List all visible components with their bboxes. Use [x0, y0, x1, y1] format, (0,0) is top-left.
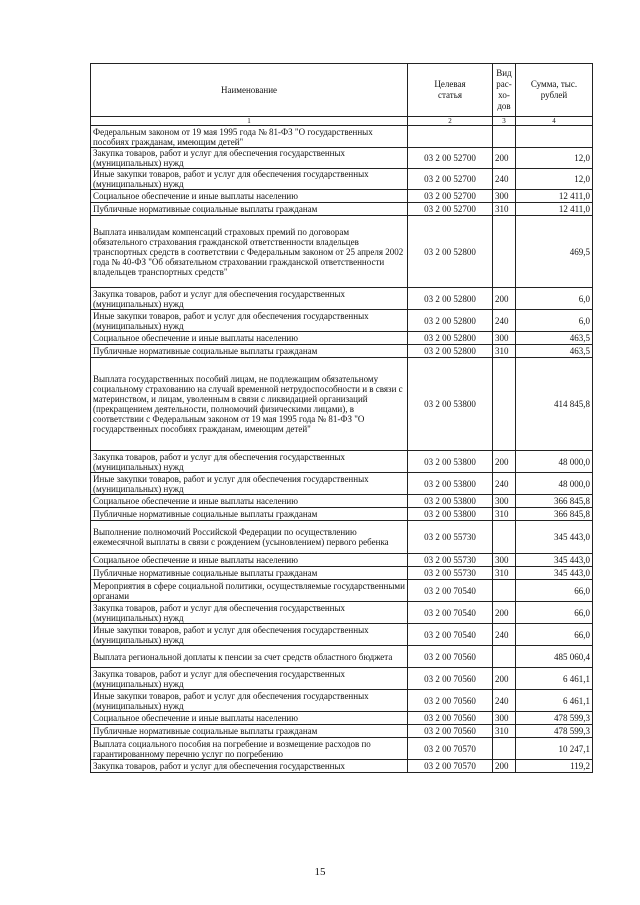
- table-row: [91, 148, 593, 169]
- row-type-cell: 300: [493, 190, 516, 203]
- row-sum-cell: 48 000,0: [516, 473, 593, 495]
- row-code-cell: 03 2 00 70560: [408, 646, 493, 668]
- row-name-cell: Иные закупки товаров, работ и услуг для обеспечения государственных (муниципальных) нужд: [91, 169, 408, 190]
- row-type-cell: [493, 738, 516, 760]
- row-code-cell: 03 2 00 55730: [408, 554, 493, 567]
- row-code-cell: 03 2 00 53800: [408, 358, 493, 451]
- row-code-cell: 03 2 00 53800: [408, 451, 493, 473]
- row-name-cell: Федеральным законом от 19 мая 1995 года № 81-ФЗ "О государственных пособиях гражданам, имеющим детей": [91, 126, 408, 148]
- row-code-cell: 03 2 00 52700: [408, 169, 493, 190]
- row-type-cell: 240: [493, 473, 516, 495]
- row-type-cell: 200: [493, 760, 516, 773]
- row-type-cell: 200: [493, 602, 516, 624]
- row-name-cell: Закупка товаров, работ и услуг для обеспечения государственных (муниципальных) нужд: [91, 288, 408, 310]
- row-name-cell: Социальное обеспечение и иные выплаты населению: [91, 190, 408, 203]
- row-sum-cell: 12 411,0: [516, 203, 593, 216]
- row-sum-cell: 12,0: [516, 169, 593, 190]
- row-name-cell: Публичные нормативные социальные выплаты гражданам: [91, 725, 408, 738]
- row-sum-cell: 366 845,8: [516, 508, 593, 521]
- row-sum-cell: 48 000,0: [516, 451, 593, 473]
- row-sum-cell: 366 845,8: [516, 495, 593, 508]
- row-code-cell: 03 2 00 70560: [408, 690, 493, 712]
- row-sum-cell: 12,0: [516, 148, 593, 169]
- row-type-cell: 240: [493, 169, 516, 190]
- column-number-row: [91, 117, 593, 126]
- row-name-cell: Закупка товаров, работ и услуг для обеспечения государственных: [91, 760, 408, 773]
- table-row: [91, 508, 593, 521]
- row-name-cell: Выполнение полномочий Российской Федерации по осуществлению ежемесячной выплаты в связи с рождением (усыновлением) первого ребенка: [91, 521, 408, 554]
- table-row: [91, 451, 593, 473]
- row-name-cell: Публичные нормативные социальные выплаты гражданам: [91, 345, 408, 358]
- column-number: 2: [408, 117, 493, 126]
- table-row: [91, 646, 593, 668]
- row-type-cell: 240: [493, 690, 516, 712]
- row-type-cell: 300: [493, 712, 516, 725]
- row-sum-cell: 469,5: [516, 216, 593, 288]
- budget-table: [90, 63, 593, 773]
- row-code-cell: 03 2 00 52800: [408, 288, 493, 310]
- table-row: [91, 567, 593, 580]
- table-row: [91, 358, 593, 451]
- row-name-cell: Закупка товаров, работ и услуг для обеспечения государственных (муниципальных) нужд: [91, 602, 408, 624]
- row-type-cell: 300: [493, 332, 516, 345]
- row-code-cell: 03 2 00 70540: [408, 602, 493, 624]
- row-name-cell: Публичные нормативные социальные выплаты гражданам: [91, 567, 408, 580]
- table-row: [91, 126, 593, 148]
- row-code-cell: 03 2 00 53800: [408, 495, 493, 508]
- row-sum-cell: 12 411,0: [516, 190, 593, 203]
- row-sum-cell: 478 599,3: [516, 725, 593, 738]
- row-name-cell: Выплата государственных пособий лицам, не подлежащим обязательному социальному страхованию на случай временной нетрудоспособности и в связи с материнством, и лицам, уволенным в связи с ликвидацией организаций (прекращением деятельности, полномочий физическими лицами), в соответствии с Федеральным законом от 19 мая 1995 года № 81-ФЗ "О государственных пособиях гражданам, имеющим детей": [91, 358, 408, 451]
- row-type-cell: 310: [493, 203, 516, 216]
- header-target: Целевая статья: [408, 64, 493, 117]
- row-name-cell: Выплата инвалидам компенсаций страховых премий по договорам обязательного страхования гражданской ответственности владельцев транспортных средств в соответствии с Федеральным законом от 25 апреля 2002 года № 40-ФЗ "Об обязательном страховании гражданской ответственности владельцев транспортных средств": [91, 216, 408, 288]
- row-type-cell: [493, 646, 516, 668]
- row-type-cell: 200: [493, 288, 516, 310]
- row-name-cell: Закупка товаров, работ и услуг для обеспечения государственных (муниципальных) нужд: [91, 451, 408, 473]
- table-row: [91, 169, 593, 190]
- row-sum-cell: 6,0: [516, 288, 593, 310]
- table-row: [91, 521, 593, 554]
- row-type-cell: [493, 126, 516, 148]
- row-sum-cell: [516, 126, 593, 148]
- row-sum-cell: 6,0: [516, 310, 593, 332]
- table-row: [91, 288, 593, 310]
- table-row: [91, 495, 593, 508]
- row-code-cell: [408, 126, 493, 148]
- row-type-cell: 300: [493, 495, 516, 508]
- row-name-cell: Публичные нормативные социальные выплаты гражданам: [91, 203, 408, 216]
- column-number: 4: [516, 117, 593, 126]
- header-row: [91, 64, 593, 117]
- row-sum-cell: 6 461,1: [516, 668, 593, 690]
- table-row: [91, 345, 593, 358]
- row-name-cell: Иные закупки товаров, работ и услуг для обеспечения государственных (муниципальных) нужд: [91, 310, 408, 332]
- row-type-cell: [493, 216, 516, 288]
- table-row: [91, 190, 593, 203]
- row-sum-cell: 463,5: [516, 332, 593, 345]
- row-code-cell: 03 2 00 52800: [408, 216, 493, 288]
- row-type-cell: 200: [493, 148, 516, 169]
- table-row: [91, 473, 593, 495]
- header-type: Вид рас- хо- дов: [493, 64, 516, 117]
- table-row: [91, 216, 593, 288]
- row-name-cell: Социальное обеспечение и иные выплаты населению: [91, 554, 408, 567]
- header-name: Наименование: [91, 64, 408, 117]
- table-row: [91, 203, 593, 216]
- table-row: [91, 712, 593, 725]
- table-row: [91, 690, 593, 712]
- table-row: [91, 602, 593, 624]
- row-type-cell: [493, 358, 516, 451]
- row-name-cell: Иные закупки товаров, работ и услуг для обеспечения государственных (муниципальных) нужд: [91, 473, 408, 495]
- row-sum-cell: 66,0: [516, 624, 593, 646]
- row-code-cell: 03 2 00 55730: [408, 567, 493, 580]
- row-type-cell: 300: [493, 554, 516, 567]
- row-code-cell: 03 2 00 52700: [408, 190, 493, 203]
- row-type-cell: 310: [493, 508, 516, 521]
- row-sum-cell: 485 060,4: [516, 646, 593, 668]
- row-code-cell: 03 2 00 52800: [408, 345, 493, 358]
- row-code-cell: 03 2 00 70540: [408, 580, 493, 602]
- row-code-cell: 03 2 00 55730: [408, 521, 493, 554]
- row-code-cell: 03 2 00 53800: [408, 508, 493, 521]
- row-code-cell: 03 2 00 70540: [408, 624, 493, 646]
- row-type-cell: [493, 580, 516, 602]
- row-type-cell: 200: [493, 668, 516, 690]
- row-type-cell: 200: [493, 451, 516, 473]
- row-code-cell: 03 2 00 52700: [408, 148, 493, 169]
- row-sum-cell: 345 443,0: [516, 554, 593, 567]
- row-sum-cell: 345 443,0: [516, 521, 593, 554]
- row-type-cell: 310: [493, 725, 516, 738]
- row-name-cell: Закупка товаров, работ и услуг для обеспечения государственных (муниципальных) нужд: [91, 668, 408, 690]
- row-name-cell: Выплата социального пособия на погребение и возмещение расходов по гарантированному перечню услуг по погребению: [91, 738, 408, 760]
- row-code-cell: 03 2 00 52800: [408, 310, 493, 332]
- table-body: [91, 126, 593, 773]
- row-name-cell: Социальное обеспечение и иные выплаты населению: [91, 712, 408, 725]
- row-type-cell: 240: [493, 624, 516, 646]
- row-code-cell: 03 2 00 70560: [408, 725, 493, 738]
- row-code-cell: 03 2 00 52800: [408, 332, 493, 345]
- row-sum-cell: 119,2: [516, 760, 593, 773]
- column-number: 3: [493, 117, 516, 126]
- table-row: [91, 554, 593, 567]
- row-code-cell: 03 2 00 70560: [408, 668, 493, 690]
- table-row: [91, 725, 593, 738]
- row-code-cell: 03 2 00 70570: [408, 738, 493, 760]
- table-row: [91, 760, 593, 773]
- row-sum-cell: 66,0: [516, 602, 593, 624]
- row-sum-cell: 345 443,0: [516, 567, 593, 580]
- row-code-cell: 03 2 00 53800: [408, 473, 493, 495]
- page-number: 15: [314, 866, 326, 878]
- row-sum-cell: 10 247,1: [516, 738, 593, 760]
- row-type-cell: 240: [493, 310, 516, 332]
- table-row: [91, 332, 593, 345]
- row-name-cell: Выплата региональной доплаты к пенсии за счет средств областного бюджета: [91, 646, 408, 668]
- row-type-cell: 310: [493, 567, 516, 580]
- row-name-cell: Социальное обеспечение и иные выплаты населению: [91, 332, 408, 345]
- row-name-cell: Закупка товаров, работ и услуг для обеспечения государственных (муниципальных) нужд: [91, 148, 408, 169]
- row-name-cell: Публичные нормативные социальные выплаты гражданам: [91, 508, 408, 521]
- row-code-cell: 03 2 00 70560: [408, 712, 493, 725]
- table-row: [91, 310, 593, 332]
- row-name-cell: Мероприятия в сфере социальной политики, осуществляемые государственными органами: [91, 580, 408, 602]
- row-code-cell: 03 2 00 52700: [408, 203, 493, 216]
- row-name-cell: Иные закупки товаров, работ и услуг для обеспечения государственных (муниципальных) нужд: [91, 690, 408, 712]
- header-sum: Сумма, тыс. рублей: [516, 64, 593, 117]
- column-number: 1: [91, 117, 408, 126]
- row-sum-cell: 478 599,3: [516, 712, 593, 725]
- table-row: [91, 624, 593, 646]
- row-name-cell: Иные закупки товаров, работ и услуг для обеспечения государственных (муниципальных) нужд: [91, 624, 408, 646]
- row-name-cell: Социальное обеспечение и иные выплаты населению: [91, 495, 408, 508]
- row-sum-cell: 463,5: [516, 345, 593, 358]
- row-code-cell: 03 2 00 70570: [408, 760, 493, 773]
- table-row: [91, 580, 593, 602]
- row-type-cell: 310: [493, 345, 516, 358]
- table-row: [91, 668, 593, 690]
- row-sum-cell: 6 461,1: [516, 690, 593, 712]
- table-row: [91, 738, 593, 760]
- row-type-cell: [493, 521, 516, 554]
- row-sum-cell: 414 845,8: [516, 358, 593, 451]
- row-sum-cell: 66,0: [516, 580, 593, 602]
